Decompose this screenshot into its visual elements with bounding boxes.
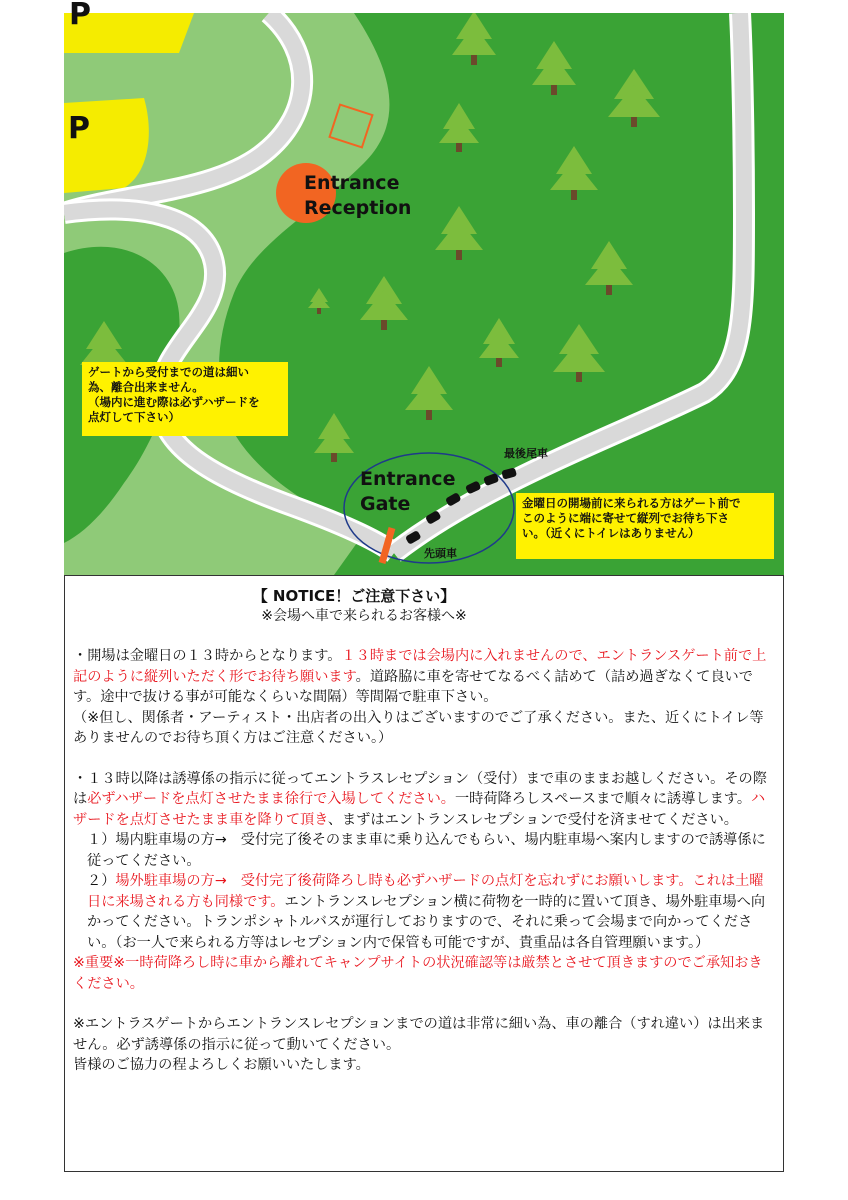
paragraph-note: （※但し、関係者・アーティスト・出店者の出入りはございますのでご了承ください。また、近くにトイレ等ありませんのでお待ち頂く方はご注意ください。）	[73, 709, 764, 746]
paragraph-after-13: ・１３時以降は誘導係の指示に従ってエントラスレセプション（受付）まで車のままお越しください。その際は必ずハザードを点灯させたまま徐行で入場してください。一時荷降ろしスペースまで順々に誘導します。ハザードを点灯させたまま車を降りて頂き、まずはエントランスレセプションで受付を済ませてください。	[73, 770, 767, 828]
callout-left-line: 点灯して下さい）	[88, 410, 180, 424]
callout-right-line: 金曜日の開場前に来られる方はゲート前で	[522, 496, 741, 510]
callout-right-line: い。（近くにトイレはありません）	[522, 526, 700, 540]
paragraph-opening: ・開場は金曜日の１３時からとなります。１３時までは会場内に入れませんので、エントランスゲート前で上記のように縦列いただく形でお待ち願います。道路脇に車を寄せてなるべく詰めて（詰め過ぎなくて良いです。途中で抜ける事が可能なくらいな間隔）等間隔で駐車下さい。	[73, 648, 767, 705]
first-car-label: 先頭車	[424, 547, 457, 560]
paragraph-important: ※重要※一時荷降ろし時に車から離れてキャンプサイトの状況確認等は厳禁とさせて頂きますのでご承知おきください。	[73, 955, 763, 992]
paragraph-outside-parking: ２）場外駐車場の方→ 受付完了後荷降ろし時も必ずハザードの点灯を忘れずにお願いします。これは土曜日に来場される方も同様です。エントランスレセプション横に荷物を一時的に置いて頂き、場外駐車場へ向かってください。トランポシャトルバスが運行しておりますので、それに乗って会場まで向かってください。（お一人で来られる方等はレセプション内で保管も可能ですが、貴重品は各自管理願います。）	[87, 873, 766, 951]
notice-subtitle: ※会場へ車で来られるお客様へ※	[261, 608, 467, 624]
gate-label-line1: Entrance	[360, 468, 456, 490]
callout-narrow-road	[82, 362, 288, 436]
callout-left-line: 為、離合出来ません。	[88, 380, 204, 394]
parking-label-left: P	[68, 111, 90, 146]
paragraph-inside-parking: １）場内駐車場の方→ 受付完了後そのまま車に乗り込んでもらい、場内駐車場へ案内しますので誘導係に従ってください。	[87, 832, 766, 869]
notice-box	[64, 575, 784, 1172]
notice-body	[73, 646, 775, 1076]
gate-label-line2: Gate	[360, 493, 411, 515]
last-car-label: 最後尾車	[504, 447, 548, 460]
reception-label-line1: Entrance	[304, 172, 400, 194]
callout-left-line: ゲートから受付までの道は細い	[88, 365, 249, 379]
parking-label-top: P	[69, 0, 91, 32]
notice-title: 【 NOTICE！ご注意下さい】	[252, 587, 456, 605]
venue-map	[64, 0, 784, 575]
callout-queue-info	[516, 493, 774, 559]
callout-left-line: （場内に進む際は必ずハザードを	[88, 395, 260, 409]
reception-label-line2: Reception	[304, 197, 412, 219]
paragraph-narrow-road: ※エントラスゲートからエントランスレセプションまでの道は非常に細い為、車の離合（すれ違い）は出来ません。必ず誘導係の指示に従って動いてください。	[73, 1016, 765, 1053]
paragraph-thanks: 皆様のご協力の程よろしくお願いいたします。	[73, 1057, 370, 1073]
callout-right-line: このように端に寄せて縦列でお待ち下さ	[522, 511, 729, 525]
